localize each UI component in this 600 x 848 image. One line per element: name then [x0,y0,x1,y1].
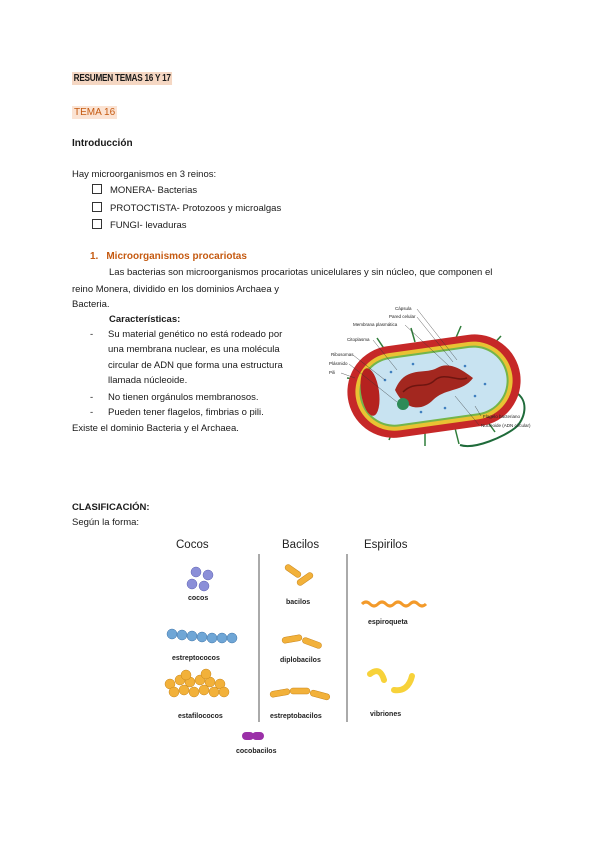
bullet-item: - No tienen orgánulos membranosos. [90,392,259,403]
reino-item [92,200,281,217]
plasmid [397,398,409,410]
paragraph-line: reino Monera, dividido en los dominios Archaea y [72,284,280,295]
reino-item [92,182,197,199]
espiroqueta-shape [362,602,426,606]
label-estreptobacilos: estreptobacilos [270,713,322,720]
cocobacilos-shape [242,732,264,740]
reino-label: PROTOCTISTA- Protozoos y microalgas [110,203,282,214]
intro-heading: Introducción [72,138,133,149]
label-nucleoide: Nucleoide (ADN circular) [481,423,531,428]
vibrion-shape [370,671,384,680]
checkbox[interactable] [92,184,102,194]
label-bacilos: bacilos [286,599,311,606]
bullet-item: - Su material genético no está rodeado por [90,329,283,340]
label-ribosomas: Ribosomas [331,352,354,357]
vibrion-shape [394,676,412,690]
label-diplobacilos: diplobacilos [280,657,321,664]
closing-text: Existe el dominio Bacteria y el Archaea. [72,423,239,434]
col-espirilos: Espirilos [364,539,408,551]
label-vibriones: vibriones [370,711,402,718]
caracteristicas-heading: Características: [109,314,181,325]
bullet-text: Pueden tener flagelos, fimbrias o pili. [108,407,264,418]
reino-item [92,217,187,234]
document-title: RESUMEN TEMAS 16 Y 17 [73,73,171,84]
tema-heading: TEMA 16 [74,107,116,118]
label-citoplasma: Citoplasma [347,337,370,342]
col-cocos: Cocos [176,539,209,551]
label-cocos: cocos [188,595,209,602]
col-bacilos: Bacilos [282,539,320,551]
diplobacilos-shape [282,634,323,649]
label-plasmido: Plásmido [329,361,348,366]
reino-label: FUNGI- levaduras [110,220,187,231]
label-estafilococos: estafilococos [178,713,223,720]
estreptobacilos-shape [270,688,331,700]
bullet-text: Su material genético no está rodeado por [108,329,283,340]
section-heading [90,251,247,262]
label-estreptococos: estreptococos [172,655,220,662]
paragraph-line: Bacteria. [72,299,110,310]
bacilos-shape [284,563,314,586]
intro-text: Hay microorganismos en 3 reinos: [72,169,217,180]
checkbox[interactable] [92,202,102,212]
cocos-shape [187,567,213,591]
forms-figure [160,532,450,762]
estreptococos-shape [167,629,237,643]
bullet-text: una membrana nuclear, es una molécula [108,344,280,355]
label-capsula: Cápsula [395,306,412,311]
section-title: Microorganismos procariotas [106,251,247,262]
clasificacion-heading: CLASIFICACIÓN: [72,502,150,513]
bullet-text: llamada núcleoide. [108,375,188,386]
bullet-text: No tienen orgánulos membranosos. [108,392,259,403]
bacteria-diagram [325,300,550,450]
reino-label: MONERA- Bacterias [110,185,198,196]
paragraph-line: Las bacterias son microorganismos procariotas unicelulares y sin núcleo, que componen el [109,267,493,278]
estafilococos-shape [165,669,229,697]
label-flagelo: Flagelo bacteriano [483,414,521,419]
label-membrana: Membrana plasmática [353,322,398,327]
label-cocobacilos: cocobacilos [236,748,277,755]
checkbox[interactable] [92,219,102,229]
bullet-text: circular de ADN que forma una estructura [108,360,283,371]
section-number: 1. [90,251,99,262]
clasificacion-subheading: Según la forma: [72,517,140,528]
label-pared: Pared celular [389,314,416,319]
bullet-item: - Pueden tener flagelos, fimbrias o pili. [90,407,264,418]
label-espiroqueta: espiroqueta [368,619,408,626]
label-pili: Pili [329,370,336,375]
